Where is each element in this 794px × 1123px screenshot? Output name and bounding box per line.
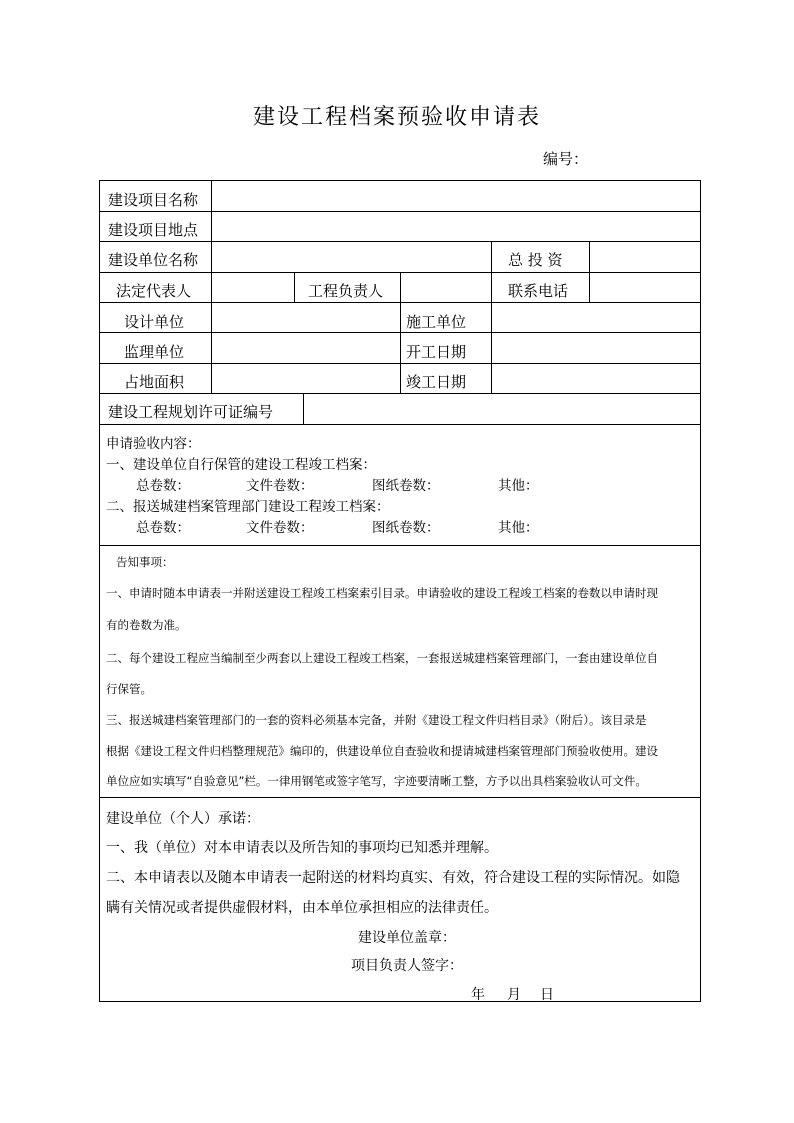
notice-paragraph-3: 三、报送城建档案管理部门的一套的资料必须基本完备，并附《建设工程文件归档目录》（附后）。该目录是 <box>106 713 647 727</box>
notice-paragraph-2: 行保管。 <box>106 682 152 696</box>
col-divider <box>491 241 492 272</box>
col-divider <box>294 272 295 302</box>
page-title: 建设工程档案预验收申请表 <box>252 105 541 130</box>
col-divider <box>491 272 492 302</box>
col-divider <box>589 241 590 302</box>
form-number-label: 编号： <box>543 150 589 168</box>
total-volumes-label: 总卷数： <box>136 478 190 494</box>
notice-paragraph-2: 二、每个建设工程应当编制至少两套以上建设工程竣工档案，一套报送城建档案管理部门，一套由建设单位自 <box>106 651 658 665</box>
label-legal-rep: 法定代表人 <box>116 282 192 300</box>
signature-label: 项目负责人签字： <box>351 958 463 974</box>
notice-paragraph-1: 有的卷数为准。 <box>106 618 187 632</box>
label-floor-area: 占地面积 <box>124 373 185 391</box>
notice-paragraph-3: 根据《建设工程文件归档整理规范》编印的，供建设单位自查验收和提请城建档案管理部门预验收使用。建设 <box>106 744 658 758</box>
label-design-unit: 设计单位 <box>124 313 185 331</box>
notice-paragraph-1: 一、申请时随本申请表一并附送建设工程竣工档案索引目录。申请验收的建设工程竣工档案的卷数以申请时现 <box>106 586 658 600</box>
row-divider <box>100 393 700 394</box>
col-divider <box>400 272 401 302</box>
application-item-2: 二、报送城建档案管理部门建设工程竣工档案： <box>106 499 390 515</box>
label-start-date: 开工日期 <box>406 343 467 361</box>
section-divider <box>100 545 700 546</box>
promise-paragraph-2: 瞒有关情况或者提供虚假材料，由本单位承担相应的法律责任。 <box>106 900 498 916</box>
application-form <box>99 180 701 1002</box>
file-volumes-label: 文件卷数： <box>246 520 314 536</box>
col-divider <box>303 393 304 424</box>
col-divider <box>211 181 212 393</box>
drawing-volumes-label: 图纸卷数： <box>372 478 440 494</box>
label-construction-unit: 施工单位 <box>406 313 467 331</box>
date-year-label: 年 <box>471 987 485 1003</box>
application-heading: 申请验收内容： <box>106 436 201 452</box>
drawing-volumes-label: 图纸卷数： <box>372 520 440 536</box>
label-unit-name: 建设单位名称 <box>108 251 199 269</box>
date-month-label: 月 <box>507 987 521 1003</box>
label-phone: 联系电话 <box>508 282 569 300</box>
col-divider <box>491 302 492 393</box>
notice-heading: 告知事项： <box>116 555 174 569</box>
other-label: 其他： <box>498 478 539 494</box>
col-divider <box>400 302 401 393</box>
promise-paragraph-1: 一、我（单位）对本申请表以及所告知的事项均已知悉并理解。 <box>106 840 498 856</box>
other-label: 其他： <box>498 520 539 536</box>
date-day-label: 日 <box>540 987 554 1003</box>
label-completion-date: 竣工日期 <box>406 373 467 391</box>
application-item-1: 一、建设单位自行保管的建设工程竣工档案： <box>106 457 376 473</box>
promise-paragraph-2: 二、本申请表以及随本申请表一起附送的材料均真实、有效，符合建设工程的实际情况。如隐 <box>106 870 680 886</box>
label-project-location: 建设项目地点 <box>108 221 199 239</box>
file-volumes-label: 文件卷数： <box>246 478 314 494</box>
notice-paragraph-3: 单位应如实填写“自验意见”栏。一律用钢笔或签字笔写，字迹要清晰工整，方予以出具档案验收认可文件。 <box>106 774 647 788</box>
section-divider <box>100 797 700 798</box>
promise-heading: 建设单位（个人）承诺： <box>106 811 260 827</box>
total-volumes-label: 总卷数： <box>136 520 190 536</box>
seal-label: 建设单位盖章： <box>358 930 456 946</box>
label-permit-no: 建设工程规划许可证编号 <box>108 403 274 421</box>
label-total-investment: 总 投 资 <box>508 251 563 269</box>
label-supervision-unit: 监理单位 <box>124 343 185 361</box>
label-project-manager: 工程负责人 <box>308 282 384 300</box>
label-project-name: 建设项目名称 <box>108 191 199 209</box>
